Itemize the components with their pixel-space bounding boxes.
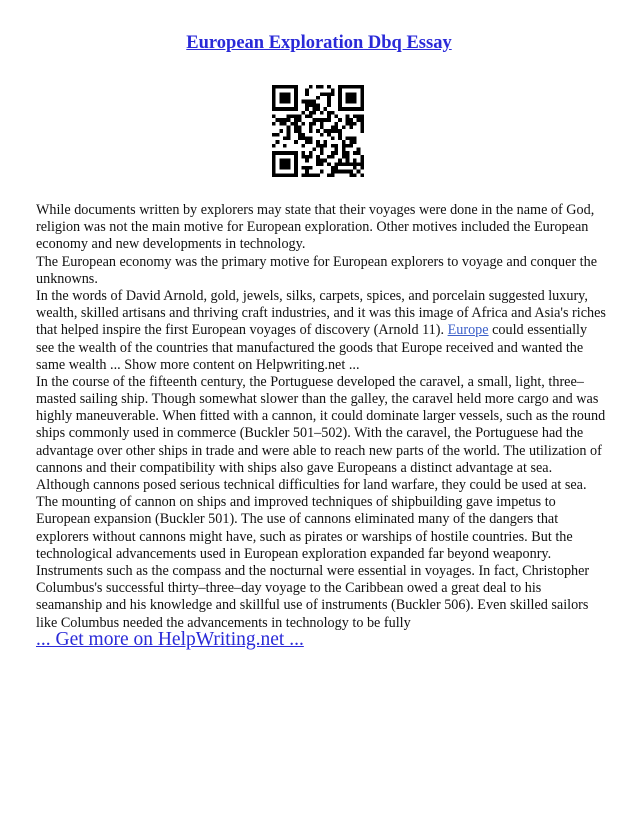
essay-line: cannons and their compatibility with ships also gave Europeans a distinct advantage at sea. — [36, 459, 553, 476]
document-title-link[interactable]: European Exploration Dbq Essay — [186, 33, 452, 53]
essay-line: seamanship and his knowledge and skillful use of instruments (Buckler 506). Even skilled sailors — [36, 597, 589, 614]
essay-line: wealth, skilled artisans and thriving craft industries, and it was this image of Africa and Asia's riches — [36, 305, 606, 322]
essay-line: highly maneuverable. When fitted with a cannon, it could dominate larger vessels, such as the round — [36, 408, 606, 425]
essay-line: Although cannons posed serious technical difficulties for land warfare, they could be used at sea. — [36, 477, 587, 493]
essay-line: ships commonly used in commerce (Buckler 501–502). With the caravel, the Portuguese had the — [36, 425, 584, 442]
essay-line-part: that helped inspire the first European voyages of discovery (Arnold 11). — [36, 322, 448, 339]
essay-line: In the words of David Arnold, gold, jewels, silks, carpets, spices, and porcelain suggested luxury, — [36, 287, 588, 304]
get-more-link[interactable]: ... Get more on HelpWriting.net ... — [36, 629, 304, 650]
essay-line: same wealth ... Show more content on Helpwriting.net ... — [36, 356, 360, 373]
essay-line: technological advancements used in European exploration expanded far beyond weaponry. — [36, 545, 552, 562]
essay-line: like Columbus needed the advancements in technology to be fully — [36, 614, 411, 631]
essay-line: Columbus's successful thirty–three–day voyage to the Caribbean owed a great deal to his — [36, 580, 542, 597]
essay-line: advantage over other ships in trade and were able to reach new parts of the world. The utilization of — [36, 442, 602, 459]
essay-line: see the wealth of the countries that manufactured the goods that Europe received and wanted the — [36, 339, 584, 356]
essay-line: While documents written by explorers may state that their voyages were done in the name of God, — [36, 202, 595, 218]
essay-line: In the course of the fifteenth century, the Portuguese developed the caravel, a small, light, three– — [36, 373, 584, 390]
essay-line: economy and new developments in technology. — [36, 236, 306, 253]
essay-line: The European economy was the primary motive for European explorers to voyage and conquer the — [36, 253, 597, 270]
essay-body — [36, 202, 606, 632]
essay-line: unknowns. — [36, 270, 98, 287]
essay-line-with-link — [36, 322, 606, 339]
essay-line: European expansion (Buckler 501). The use of cannons eliminated many of the dangers that — [36, 511, 559, 528]
europe-link[interactable]: Europe — [447, 322, 489, 339]
essay-line: Instruments such as the compass and the nocturnal were essential in voyages. In fact, Christopher — [36, 562, 590, 579]
essay-line: The mounting of cannon on ships and improved techniques of shipbuilding gave impetus to — [36, 494, 556, 511]
essay-line-part: could essentially — [488, 322, 588, 339]
essay-line: religion was not the main motive for European exploration. Other motives included the European — [36, 219, 589, 236]
qr-code-icon — [272, 85, 364, 177]
essay-line: explorers without cannons might have, such as pirates or warships of hostile countries. But the — [36, 528, 573, 545]
essay-line: masted sailing ship. Though somewhat slower than the galley, the caravel held more cargo and was — [36, 391, 599, 408]
